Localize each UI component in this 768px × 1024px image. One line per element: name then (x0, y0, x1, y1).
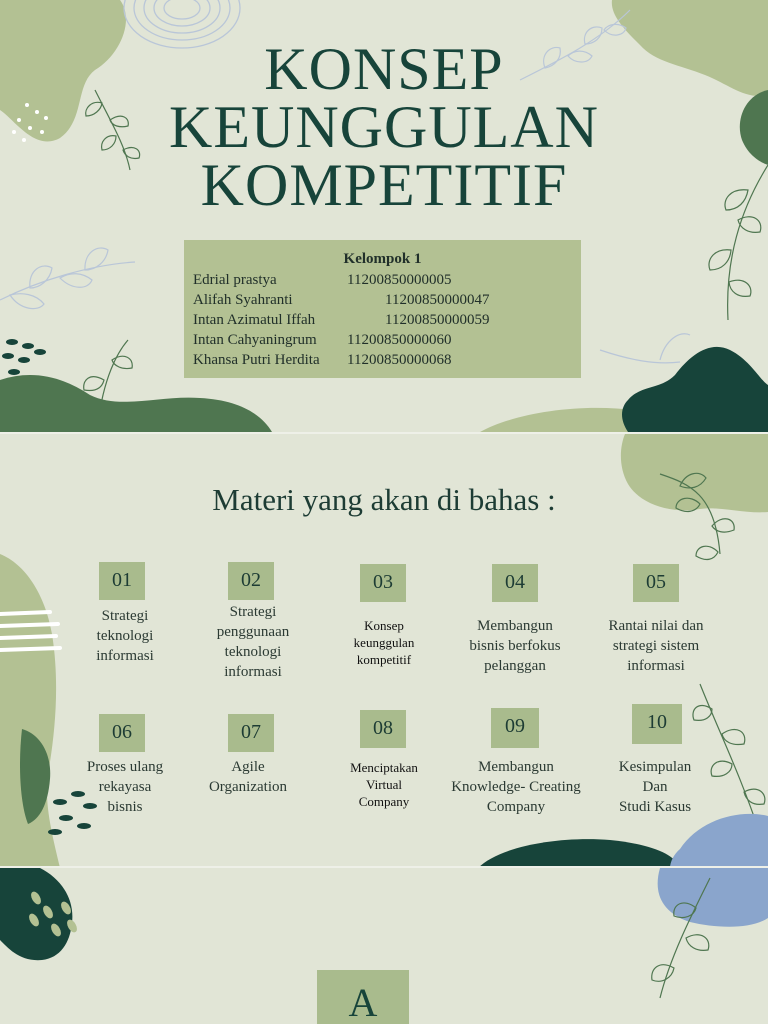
agenda-item-08-number: 08 (360, 710, 406, 748)
member-name: Alifah Syahranti (193, 292, 293, 308)
member-row (193, 352, 573, 372)
member-row (193, 332, 573, 352)
agenda-item-03-number: 03 (360, 564, 406, 602)
section-letter-box: A (317, 970, 409, 1024)
agenda-item-08-label: Menciptakan Virtual Company (350, 760, 418, 809)
agenda-item-01-label: Strategi teknologi informasi (96, 608, 154, 664)
agenda-item-09-number: 09 (491, 708, 539, 748)
title-slide (0, 0, 768, 432)
agenda-item-05-label: Rantai nilai dan strategi sistem informasi (608, 618, 704, 674)
agenda-item-05-number: 05 (633, 564, 679, 602)
agenda-item-09-label: Membangun Knowledge- Creating Company (451, 759, 581, 815)
agenda-item-01-number: 01 (99, 562, 145, 600)
member-row (193, 312, 573, 332)
agenda-item-04-number: 04 (492, 564, 538, 602)
group-member-box (184, 240, 581, 378)
page-title (0, 36, 768, 218)
agenda-item-02-number: 02 (228, 562, 274, 600)
title-line-3: KOMPETITIF (200, 152, 568, 218)
agenda-item-06-label: Proses ulang rekayasa bisnis (86, 759, 164, 815)
agenda-item-07-label: Agile Organization (208, 759, 288, 795)
member-nim: 11200850000005 (347, 272, 452, 288)
agenda-item-10-number: 10 (632, 704, 682, 744)
title-line-2: KEUNGGULAN (169, 94, 599, 160)
member-nim: 11200850000068 (347, 352, 452, 368)
agenda-item-06-number: 06 (99, 714, 145, 752)
member-nim: 11200850000047 (385, 292, 490, 308)
group-header: Kelompok 1 (343, 251, 422, 267)
member-name: Edrial prastya (193, 272, 277, 288)
agenda-heading: Materi yang akan di bahas : (212, 482, 556, 517)
member-row (193, 292, 573, 312)
member-name: Intan Azimatul Iffah (193, 312, 316, 328)
agenda-item-04-label: Membangun bisnis berfokus pelanggan (469, 618, 561, 674)
agenda-item-03-label: Konsep keunggulan kompetitif (353, 618, 415, 667)
section-slide (0, 866, 768, 1024)
member-row (193, 272, 573, 292)
agenda-item-10-label: Kesimpulan Dan Studi Kasus (618, 759, 692, 815)
agenda-item-02-label: Strategi penggunaan teknologi informasi (216, 604, 290, 680)
member-nim: 11200850000059 (385, 312, 490, 328)
member-name: Intan Cahyaningrum (193, 332, 317, 348)
agenda-item-07-number: 07 (228, 714, 274, 752)
title-line-1: KONSEP (264, 36, 504, 102)
agenda-slide (0, 432, 768, 868)
member-nim: 11200850000060 (347, 332, 452, 348)
member-name: Khansa Putri Herdita (193, 352, 320, 368)
